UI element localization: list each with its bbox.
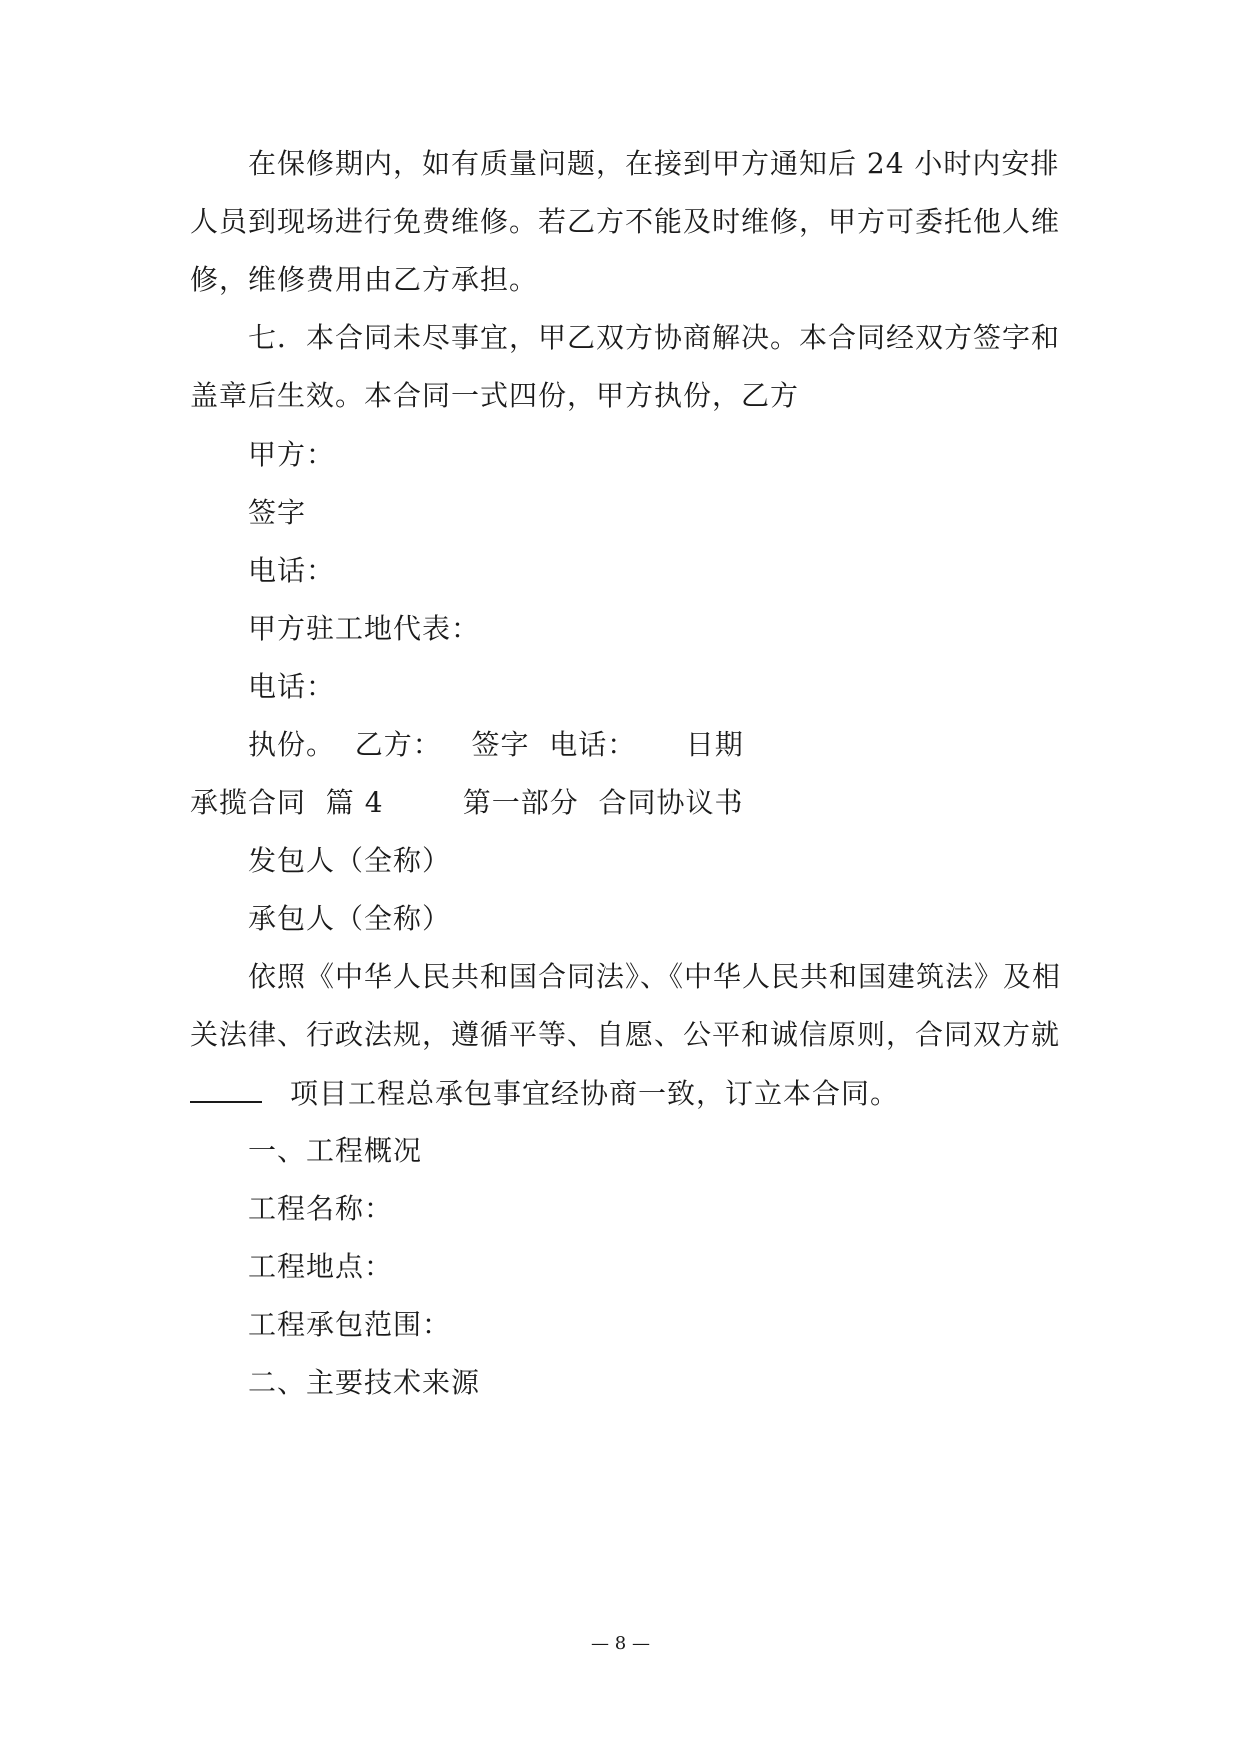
project-scope-label: 工程承包范围： <box>248 1308 452 1341</box>
blank-underline <box>190 1075 262 1103</box>
section-heading: 二、主要技术来源 <box>248 1366 481 1399</box>
paragraph-line: 依照《中华人民共和国合同法》、《中华人民共和国建筑法》及相 <box>248 960 1062 993</box>
paragraph-line: 修，维修费用由乙方承担。 <box>190 263 539 296</box>
page-number: — 8 — <box>591 1633 650 1654</box>
phone-label: 电话： <box>248 670 336 703</box>
project-location-label: 工程地点： <box>248 1250 394 1283</box>
paragraph-line <box>190 1075 899 1112</box>
paragraph-line: 盖章后生效。本合同一式四份，甲方执份，乙方 <box>190 379 800 412</box>
contractor-label: 承包人（全称） <box>248 902 452 935</box>
party-a-label: 甲方： <box>248 438 336 471</box>
paragraph-line: 在保修期内，如有质量问题，在接到甲方通知后 24 小时内安排 <box>248 147 1060 180</box>
phone-label: 电话： <box>248 554 336 587</box>
paragraph-line: 关法律、行政法规，遵循平等、自愿、公平和诚信原则，合同双方就 <box>190 1018 1061 1051</box>
site-representative-label: 甲方驻工地代表： <box>248 612 481 645</box>
clause-seven-line: 七．本合同未尽事宜，甲乙双方协商解决。本合同经双方签字和 <box>248 321 1061 354</box>
party-b-signature-line: 执份。 乙方： 签字 电话： 日期 <box>248 728 744 761</box>
paragraph-text: 项目工程总承包事宜经协商一致，订立本合同。 <box>290 1077 900 1110</box>
section-heading: 一、工程概况 <box>248 1134 423 1167</box>
paragraph-line: 人员到现场进行免费维修。若乙方不能及时维修，甲方可委托他人维 <box>190 205 1061 238</box>
employer-label: 发包人（全称） <box>248 844 452 877</box>
section-heading: 承揽合同 篇 4 第一部分 合同协议书 <box>190 786 744 819</box>
project-name-label: 工程名称： <box>248 1192 394 1225</box>
signature-label: 签字 <box>248 496 307 529</box>
